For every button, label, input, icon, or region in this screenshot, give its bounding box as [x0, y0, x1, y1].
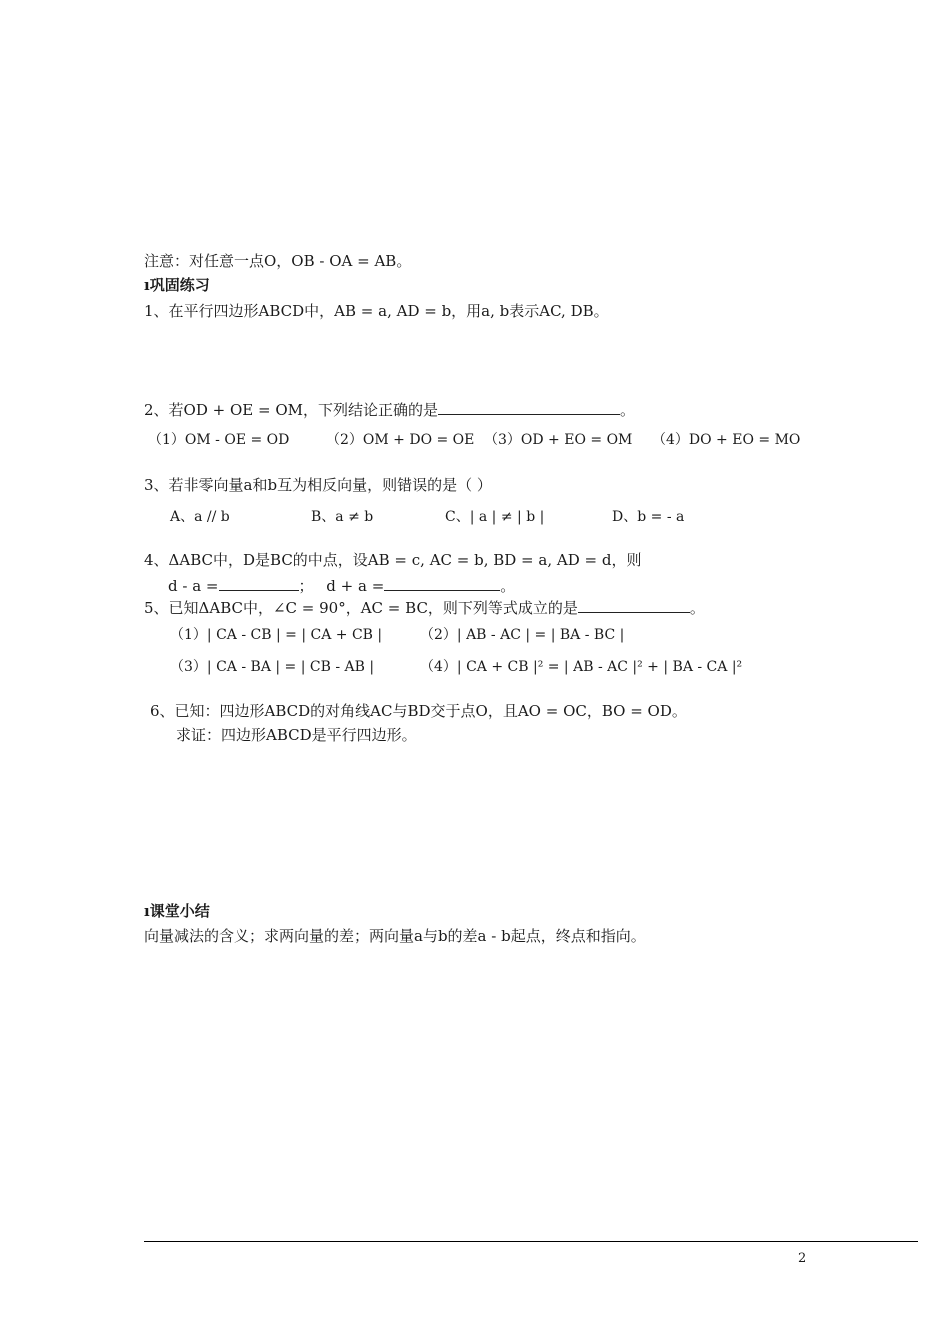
- question-4: 4、ΔABC中，D是BC的中点，设AB = c, AC = b, BD = a, AD = d，则: [144, 551, 642, 569]
- q3-option-a: A、a // b: [170, 509, 230, 525]
- answer-blank-q2: [438, 400, 620, 415]
- q3-option-b: B、a ≠ b: [311, 509, 374, 525]
- question-1: 1、在平行四边形ABCD中，AB = a, AD = b，用a, b表示AC, DB。: [144, 302, 609, 320]
- question-4-blanks: [168, 575, 515, 597]
- question-2: [144, 399, 635, 421]
- q2-option-3: （3）OD + EO = OM: [484, 432, 633, 448]
- section-heading-summary: ı课堂小结: [144, 902, 210, 920]
- q5-option-1: （1）| CA - CB | = | CA + CB |: [170, 627, 383, 643]
- question-5-text: 5、已知ΔABC中，∠C = 90°，AC = BC，则下列等式成立的是: [144, 599, 578, 617]
- summary-text: 向量减法的含义；求两向量的差；两向量a与b的差a - b起点，终点和指向。: [144, 927, 646, 945]
- question-6: 6、已知：四边形ABCD的对角线AC与BD交于点O，且AO = OC，BO = OD。: [150, 702, 687, 720]
- q2-option-4: （4）DO + EO = MO: [652, 432, 801, 448]
- q3-option-c: C、| a | ≠ | b |: [445, 509, 545, 525]
- question-4-tail: 。: [500, 577, 516, 595]
- q5-option-4: （4）| CA + CB |² = | AB - AC |² + | BA - CA |²: [420, 659, 743, 675]
- question-5: [144, 597, 705, 619]
- question-2-text: 2、若OD + OE = OM，下列结论正确的是: [144, 401, 438, 419]
- answer-blank-q5: [578, 598, 690, 613]
- q4-expr-difference: d - a =: [168, 577, 219, 595]
- answer-blank-q4-difference: [219, 576, 299, 591]
- q3-option-d: D、b = - a: [612, 509, 685, 525]
- q2-option-1: （1）OM - OE = OD: [148, 432, 290, 448]
- q4-separator: ；: [298, 577, 314, 595]
- question-3: 3、若非零向量a和b互为相反向量，则错误的是（ ）: [144, 476, 492, 494]
- question-2-tail: 。: [619, 401, 635, 419]
- page-number: 2: [798, 1251, 807, 1266]
- question-5-tail: 。: [689, 599, 705, 617]
- q5-option-2: （2）| AB - AC | = | BA - BC |: [420, 627, 625, 643]
- question-6-prove: 求证：四边形ABCD是平行四边形。: [176, 726, 417, 744]
- section-heading-practice: ı巩固练习: [144, 276, 210, 294]
- note-line: 注意：对任意一点O，OB - OA = AB。: [144, 252, 412, 270]
- footer-divider: [144, 1241, 918, 1242]
- q5-option-3: （3）| CA - BA | = | CB - AB |: [170, 659, 375, 675]
- q2-option-2: （2）OM + DO = OE: [326, 432, 475, 448]
- q4-expr-sum: d + a =: [326, 577, 385, 595]
- answer-blank-q4-sum: [384, 576, 500, 591]
